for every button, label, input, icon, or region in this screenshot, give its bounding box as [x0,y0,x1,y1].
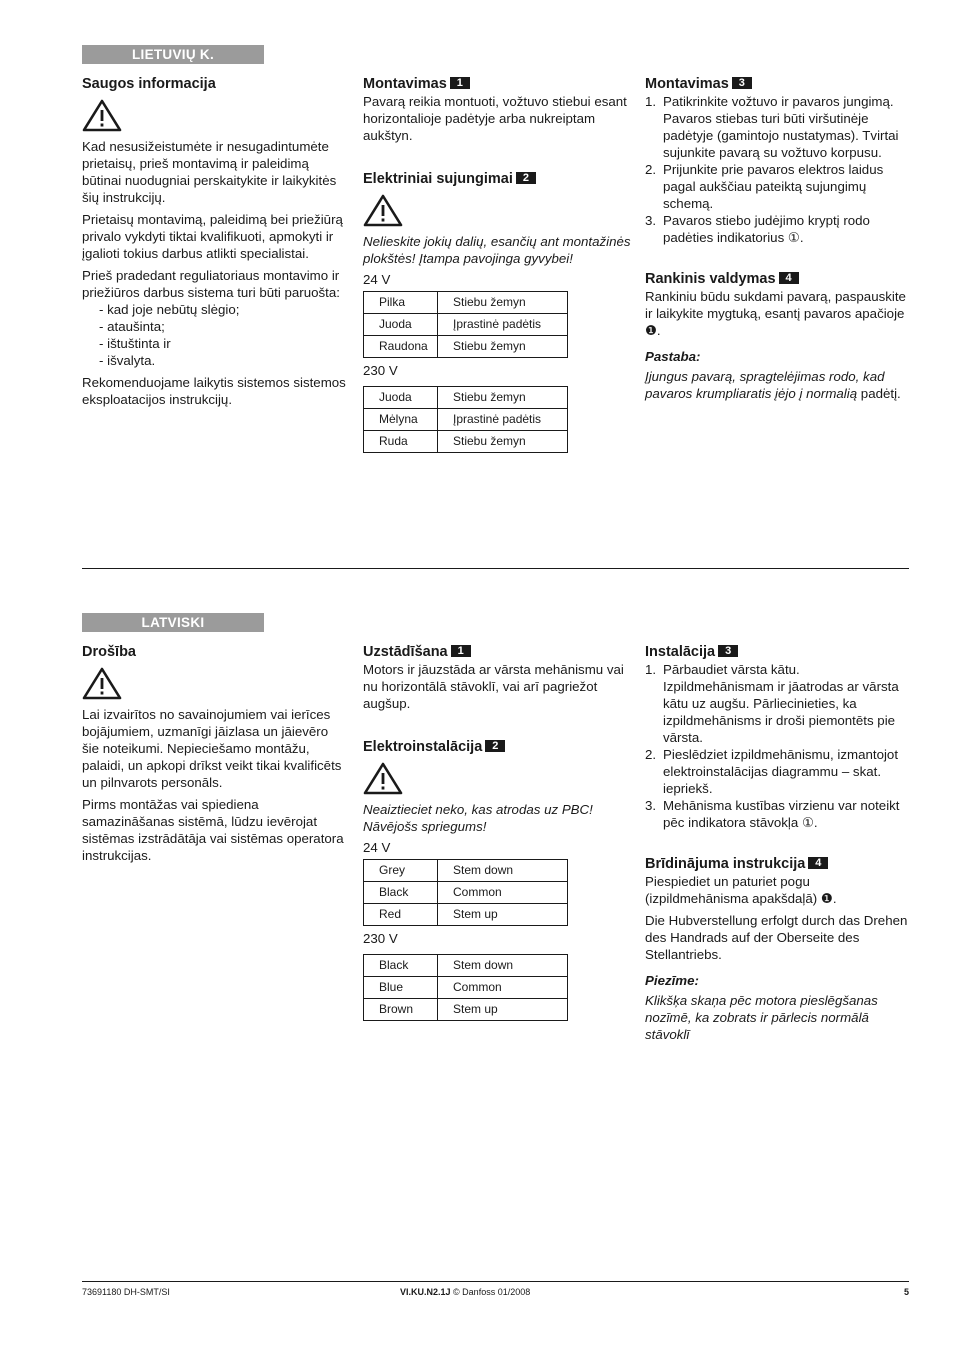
step-number-badge: 2 [485,740,505,752]
step-text: Pārbaudiet vārsta kātu. Izpildmehānismam ir jāatrodas ar vārsta kātu uz augšu. Pārliecinieties, ka izpildmehānisms ir droši piemontēts pie vārsta. [663,662,899,745]
table-cell: Įprastinė padėtis [438,314,568,336]
table-row [364,977,568,999]
table-row [364,955,568,977]
voltage-label: 24 V [363,272,391,287]
table-cell: Stem up [438,904,568,926]
step-number: 2. [645,162,657,177]
list-item [645,797,909,831]
step-number-badge: 4 [808,857,828,869]
language-header-lt: LIETUVIŲ K. [82,45,264,64]
paragraph: Rekomenduojame laikytis sistemos sistemos eksploatacijos instrukcijų. [82,375,346,407]
prep-list [82,301,350,369]
section-title: Drošība [82,644,136,660]
table-cell: Brown [364,999,438,1021]
paragraph: Kad nesusižeistumėte ir nesugadintumėte prietaisų, prieš montavimą ir paleidimą būtinai nuodugniai perskaitykite ir laikykitės šių instrukcijų. [82,139,337,205]
table-cell: Stem down [438,860,568,882]
title-text: Elektroinstalācija [363,739,483,755]
warning-triangle-icon [363,762,403,795]
table-row [364,904,568,926]
table-row [364,336,568,358]
doc-number: VI.KU.N2.1J [400,1287,451,1297]
paragraph: Die Hubverstellung erfolgt durch das Drehen des Handrads auf der Oberseite des Stellantriebs. [645,913,908,962]
section-title: Saugos informacija [82,76,216,92]
footer-divider [82,1281,909,1282]
section-divider [82,568,909,569]
section-title [645,75,909,93]
language-header-lv: LATVISKI [82,613,264,632]
note-italic: Įjungus pavarą, spragtelėjimas rodo, kad pavaros krumpliaratis įėjo į normalią [645,369,885,401]
page-number: 5 [903,1287,909,1297]
voltage-label: 24 V [363,840,391,855]
table-row [364,860,568,882]
paragraph: Piespiediet un paturiet pogu (izpildmehānisma apakšdaļā) ❶. [645,874,837,906]
table-cell: Red [364,904,438,926]
table-cell: Pilka [364,292,438,314]
steps-list [645,661,909,831]
table-row [364,292,568,314]
table-row [364,387,568,409]
paragraph: Prietaisų montavimą, paleidimą bei priežiūrą privalo vykdyti tiktai kvalifikuoti, apmokyti ir įgalioti tokius darbus atlikti specialistai. [82,212,343,261]
note-label: Pastaba: [645,349,701,364]
copyright: © Danfoss 01/2008 [453,1287,531,1297]
step-number-badge: 4 [779,272,799,284]
list-item [645,746,909,797]
title-text: Montavimas [645,76,729,92]
paragraph: Prieš pradedant reguliatoriaus montavimo ir priežiūros darbus sistema turi būti paruošta: [82,268,340,300]
paragraph: Pavarą reikia montuoti, vožtuvo stiebui esant horizontalioje padėtyje arba nukreiptam aukštyn. [363,94,627,143]
list-item: - ištuštinta ir [99,335,350,352]
title-text: Instalācija [645,644,716,660]
paragraph: Rankiniu būdu sukdami pavarą, paspauskite ir laikykite mygtuką, esantį pavaros apačioje ❶. [645,289,906,338]
step-number-badge: 3 [718,645,738,657]
step-number: 1. [645,662,657,677]
table-cell: Stem up [438,999,568,1021]
wiring-table-24v [363,291,568,358]
list-item [645,661,909,746]
table-cell: Common [438,977,568,999]
section-title [363,643,631,661]
paragraph: Lai izvairītos no savainojumiem vai ierīces bojājumiem, uzmanīgi jāizlasa un jāievēro šie noteikumi. Nepieciešamo montāžu, palaidi, un apkopi drīkst veikt tikai kvalificēts un pilnvarots personāls. [82,707,342,790]
step-number-badge: 1 [450,77,470,89]
step-text: Pieslēdziet izpildmehānismu, izmantojot elektroinstalācijas diagrammu – skat. iepriekš. [663,747,899,796]
step-text: Pavaros stiebo judėjimo kryptį rodo padėties indikatorius ①. [663,213,870,245]
paragraph: Motors ir jāuzstāda ar vārsta mehānismu vai nu horizontālā stāvoklī, vai arī pagriežot augšup. [363,662,624,711]
step-number: 2. [645,747,657,762]
table-row [364,409,568,431]
footer-doc-ref [400,1287,530,1298]
warning-text: Nelieskite jokių dalių, esančių ant montažinės plokštės! Įtampa pavojinga gyvybei! [363,234,631,266]
table-row [364,431,568,453]
list-item [645,161,909,212]
section-title [363,738,631,756]
step-number-badge: 3 [732,77,752,89]
warning-triangle-icon [82,667,122,700]
list-item: - ataušinta; [99,318,350,335]
step-number: 1. [645,94,657,109]
wiring-table-24v [363,859,568,926]
table-cell: Black [364,955,438,977]
section-title [645,855,909,873]
section-title [363,170,631,188]
table-cell: Black [364,882,438,904]
table-cell: Juoda [364,387,438,409]
section-title [645,643,909,661]
list-item: - kad joje nebūtų slėgio; [99,301,350,318]
title-text: Montavimas [363,76,447,92]
voltage-label: 230 V [363,931,398,946]
wiring-table-230v [363,954,568,1021]
safety-section-lt [82,75,350,408]
mounting-section-lt [363,75,631,453]
install-section-lv [363,643,631,1021]
table-row [364,314,568,336]
warning-triangle-icon [363,194,403,227]
step-text: Patikrinkite vožtuvo ir pavaros jungimą. Pavaros stiebas turi būti viršutinėje padėtyje (gamintojo nustatymas). Tvirtai sujunkite pavarą su vožtuvo korpusu. [663,94,899,160]
step-text: Prijunkite prie pavaros elektros laidus pagal aukščiau pateiktą sujungimų schemą. [663,162,884,211]
table-cell: Mėlyna [364,409,438,431]
title-text: Elektriniai sujungimai [363,171,513,187]
note-text: Klikšķa skaņa pēc motora pieslēgšanas nozīmē, ka zobrats ir pārlecis normālā stāvoklī [645,993,878,1042]
section-title [645,270,909,288]
step-number-badge: 2 [516,172,536,184]
table-cell: Blue [364,977,438,999]
table-cell: Stiebu žemyn [438,292,568,314]
table-row [364,882,568,904]
table-cell: Stiebu žemyn [438,431,568,453]
step-number: 3. [645,213,657,228]
table-cell: Juoda [364,314,438,336]
step-number-badge: 1 [451,645,471,657]
title-text: Rankinis valdymas [645,271,776,287]
wiring-table-230v [363,386,568,453]
steps-list [645,93,909,246]
list-item: - išvalyta. [99,352,350,369]
table-row [364,999,568,1021]
note-end: padėtį. [857,386,901,401]
mounting3-section-lt [645,75,909,402]
title-text: Brīdinājuma instrukcija [645,856,806,872]
list-item [645,93,909,161]
table-cell: Raudona [364,336,438,358]
paragraph: Pirms montāžas vai spiediena samazināšanas sistēmā, lūdzu ievērojat sistēmas izstrādātāja vai sistēmas operatora instrukcijas. [82,797,344,863]
table-cell: Ruda [364,431,438,453]
section-title [363,75,631,93]
title-text: Uzstādīšana [363,644,448,660]
install3-section-lv [645,643,909,1043]
warning-triangle-icon [82,99,122,132]
table-cell: Stem down [438,955,568,977]
table-cell: Įprastinė padėtis [438,409,568,431]
table-cell: Common [438,882,568,904]
table-cell: Grey [364,860,438,882]
note-text [645,368,909,402]
step-number: 3. [645,798,657,813]
note-label: Piezīme: [645,973,699,988]
table-cell: Stiebu žemyn [438,387,568,409]
warning-text: Neaiztieciet neko, kas atrodas uz PBC! Nāvējošs spriegums! [363,802,593,834]
table-cell: Stiebu žemyn [438,336,568,358]
step-text: Mehānisma kustības virzienu var noteikt pēc indikatora stāvokļa ①. [663,798,900,830]
footer-code: 73691180 DH-SMT/SI [82,1287,170,1297]
safety-section-lv [82,643,348,864]
voltage-label: 230 V [363,363,398,378]
list-item [645,212,909,246]
